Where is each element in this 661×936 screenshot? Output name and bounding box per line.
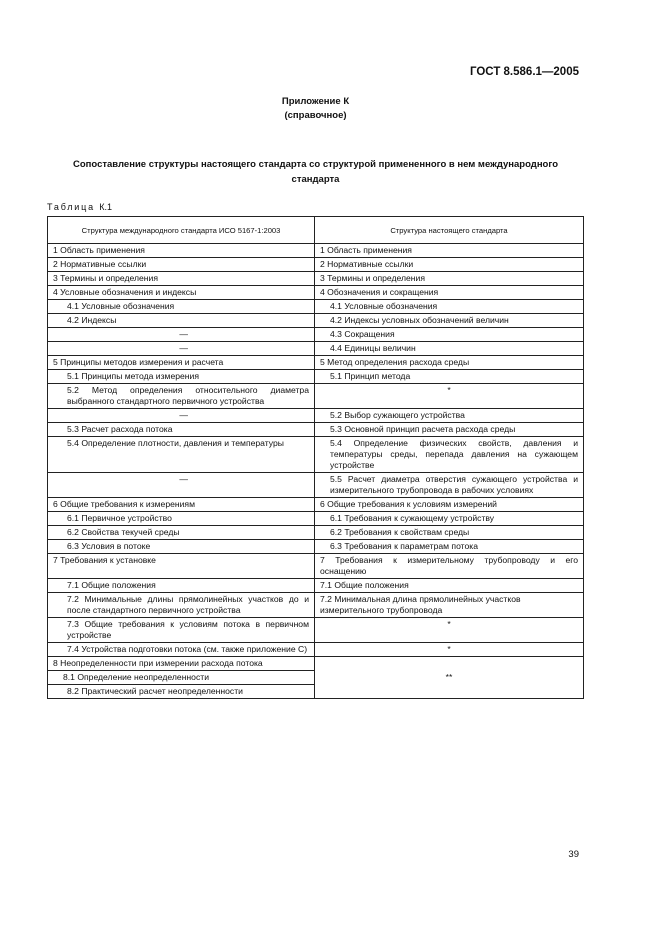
gost-cell: 5.4 Определение физических свойств, давления и температуры среды, перепада давления на сужающем устройстве: [315, 437, 584, 473]
iso-cell-dash: —: [48, 328, 315, 342]
iso-cell: 7.1 Общие положения: [48, 579, 315, 593]
table-row: [48, 643, 584, 657]
iso-cell: 8 Неопределенности при измерении расхода потока: [48, 657, 315, 671]
table-row: [48, 554, 584, 579]
gost-cell: 6.1 Требования к сужающему устройству: [315, 512, 584, 526]
iso-cell: 2 Нормативные ссылки: [48, 258, 315, 272]
iso-cell: 4.1 Условные обозначения: [48, 300, 315, 314]
gost-cell: 4 Обозначения и сокращения: [315, 286, 584, 300]
iso-cell: 5 Принципы методов измерения и расчета: [48, 356, 315, 370]
gost-cell: 6.2 Требования к свойствам среды: [315, 526, 584, 540]
comparison-table: [47, 216, 584, 699]
iso-cell: 7 Требования к установке: [48, 554, 315, 579]
gost-cell: 5.2 Выбор сужающего устройства: [315, 409, 584, 423]
table-row: [48, 512, 584, 526]
table-row: [48, 356, 584, 370]
iso-cell: 6.2 Свойства текучей среды: [48, 526, 315, 540]
table-row: [48, 437, 584, 473]
table-row: [48, 593, 584, 618]
iso-cell: 6.3 Условия в потоке: [48, 540, 315, 554]
iso-cell: 8.1 Определение неопределенности: [48, 671, 315, 685]
table-row: [48, 526, 584, 540]
iso-cell: 5.4 Определение плотности, давления и температуры: [48, 437, 315, 473]
iso-cell: 4 Условные обозначения и индексы: [48, 286, 315, 300]
gost-cell: 5 Метод определения расхода среды: [315, 356, 584, 370]
gost-cell: 5.1 Принцип метода: [315, 370, 584, 384]
iso-cell: 5.1 Принципы метода измерения: [48, 370, 315, 384]
table-row: [48, 657, 584, 671]
iso-cell: 6 Общие требования к измерениям: [48, 498, 315, 512]
table-row: [48, 342, 584, 356]
table-header-row: [48, 217, 584, 244]
table-row: [48, 286, 584, 300]
gost-cell-double-asterisk: **: [315, 657, 584, 699]
table-row: [48, 328, 584, 342]
iso-cell: 7.2 Минимальные длины прямолинейных участков до и после стандартного первичного устройства: [48, 593, 315, 618]
iso-cell: 5.2 Метод определения относительного диаметра выбранного стандартного первичного устройства: [48, 384, 315, 409]
gost-cell-asterisk: *: [315, 384, 584, 409]
table-row: [48, 300, 584, 314]
iso-cell: 3 Термины и определения: [48, 272, 315, 286]
table-row: [48, 618, 584, 643]
table-row: [48, 384, 584, 409]
table-label-number: К.1: [99, 202, 112, 212]
gost-cell: 2 Нормативные ссылки: [315, 258, 584, 272]
appendix-subtitle: (справочное): [284, 110, 347, 121]
iso-cell: 7.3 Общие требования к условиям потока в первичном устройстве: [48, 618, 315, 643]
iso-cell-dash: —: [48, 473, 315, 498]
header-iso-structure: Структура международного стандарта ИСО 5167-1:2003: [48, 217, 315, 244]
document-code: ГОСТ 8.586.1—2005: [469, 66, 579, 78]
appendix-block: [0, 95, 631, 123]
gost-cell: 3 Термины и определения: [315, 272, 584, 286]
table-row: [48, 540, 584, 554]
gost-cell: 4.1 Условные обозначения: [315, 300, 584, 314]
table-row: [48, 370, 584, 384]
iso-cell: 8.2 Практический расчет неопределенности: [48, 685, 315, 699]
gost-cell: 4.4 Единицы величин: [315, 342, 584, 356]
gost-cell: 4.3 Сокращения: [315, 328, 584, 342]
gost-cell-asterisk: *: [315, 618, 584, 643]
table-row: [48, 244, 584, 258]
gost-cell-asterisk: *: [315, 643, 584, 657]
appendix-title: Приложение К: [281, 96, 350, 107]
section-heading: Сопоставление структуры настоящего стандарта со структурой примененного в нем международного стандарта: [73, 159, 558, 185]
table-label-word: Таблица: [47, 202, 95, 212]
table-row: [48, 314, 584, 328]
header-this-standard: Структура настоящего стандарта: [315, 217, 584, 244]
iso-cell-dash: —: [48, 409, 315, 423]
iso-cell-dash: —: [48, 342, 315, 356]
iso-cell: 4.2 Индексы: [48, 314, 315, 328]
iso-cell: 7.4 Устройства подготовки потока (см. также приложение С): [48, 643, 315, 657]
gost-cell: 4.2 Индексы условных обозначений величин: [315, 314, 584, 328]
table-row: [48, 409, 584, 423]
gost-cell: 6.3 Требования к параметрам потока: [315, 540, 584, 554]
table-row: [48, 498, 584, 512]
gost-cell: 7.2 Минимальная длина прямолинейных участков измерительного трубопровода: [315, 593, 584, 618]
iso-cell: 6.1 Первичное устройство: [48, 512, 315, 526]
table-row: [48, 473, 584, 498]
gost-cell: 6 Общие требования к условиям измерений: [315, 498, 584, 512]
gost-cell: 7.1 Общие положения: [315, 579, 584, 593]
table-label: [47, 202, 112, 212]
table-row: [48, 579, 584, 593]
gost-cell: 1 Область применения: [315, 244, 584, 258]
table-row: [48, 258, 584, 272]
gost-cell: 7 Требования к измерительному трубопроводу и его оснащению: [315, 554, 584, 579]
table-row: [48, 272, 584, 286]
gost-cell: 5.3 Основной принцип расчета расхода среды: [315, 423, 584, 437]
gost-cell: 5.5 Расчет диаметра отверстия сужающего устройства и измерительного трубопровода в рабочих условиях: [315, 473, 584, 498]
iso-cell: 5.3 Расчет расхода потока: [48, 423, 315, 437]
page-number: 39: [568, 849, 579, 860]
table-row: [48, 423, 584, 437]
iso-cell: 1 Область применения: [48, 244, 315, 258]
